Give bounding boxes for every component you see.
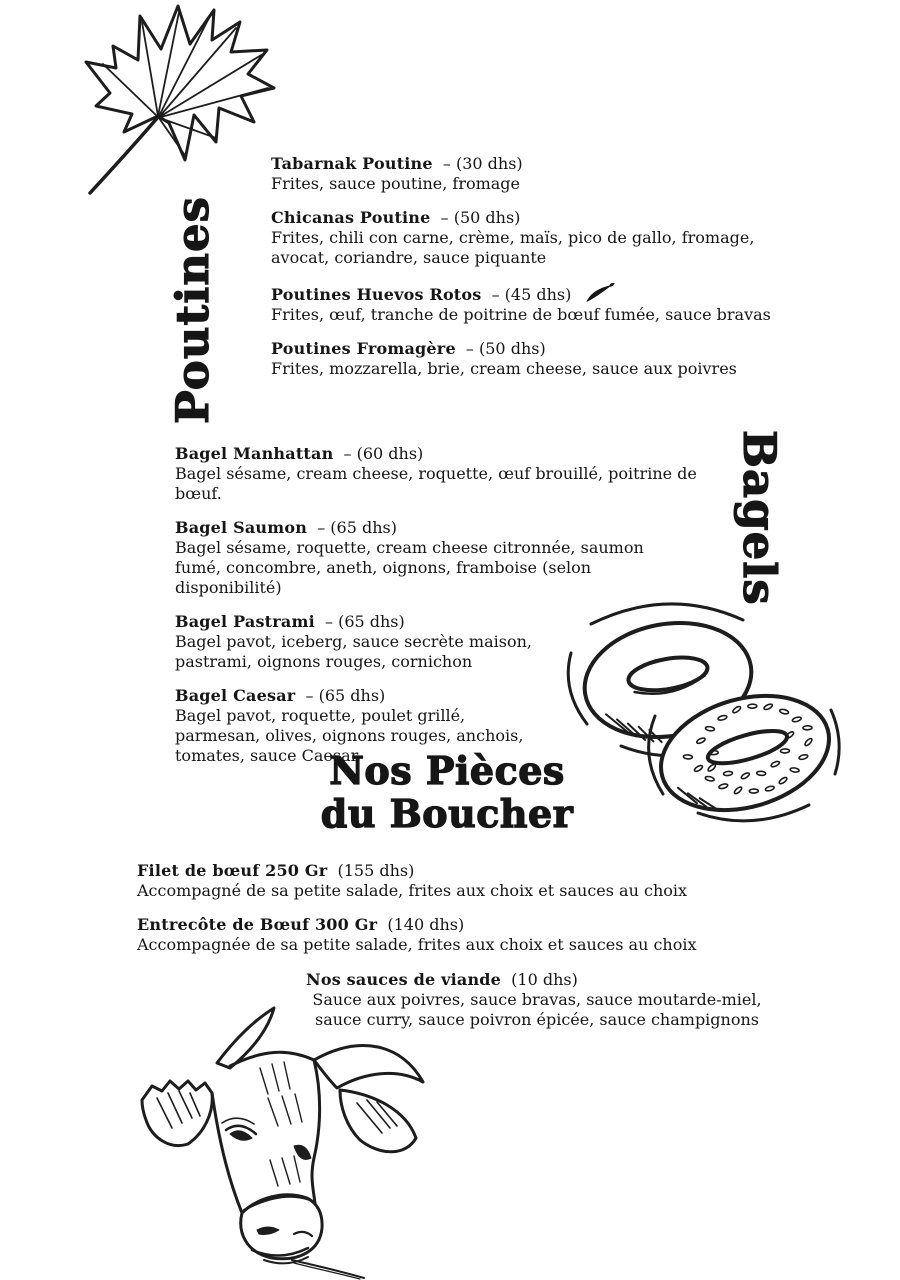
item-name: Entrecôte de Bœuf 300 Gr (137, 915, 378, 934)
menu-item-poutines-huevos-rotos (271, 282, 781, 325)
item-price: – (30 dhs) (442, 154, 523, 173)
boucher-title-line1: Nos Pièces (329, 748, 565, 793)
item-description: Bagel sésame, cream cheese, roquette, œuf brouillé, poitrine de bœuf. (175, 464, 697, 503)
item-price: – (50 dhs) (465, 339, 546, 358)
item-title (137, 915, 717, 935)
boucher-section-title (287, 749, 607, 835)
chili-pepper-icon (584, 282, 618, 304)
poutines-section (271, 154, 781, 393)
item-description: Bagel pavot, roquette, poulet grillé, parmesan, olives, oignons rouges, anchois, tomates, sauce Caesar (175, 706, 524, 765)
item-description: Bagel pavot, iceberg, sauce secrète maison, pastrami, oignons rouges, cornichon (175, 632, 532, 671)
item-name: Nos sauces de viande (306, 970, 502, 989)
item-description: Frites, chili con carne, crème, maïs, pico de gallo, fromage, avocat, coriandre, sauce piquante (271, 228, 755, 267)
item-name: Tabarnak Poutine (271, 154, 433, 173)
section-title-bagels (733, 430, 900, 606)
item-name: Bagel Pastrami (175, 612, 315, 631)
item-name: Bagel Caesar (175, 686, 296, 705)
item-title (271, 282, 781, 305)
boucher-section (137, 861, 717, 969)
item-title (271, 154, 781, 174)
item-price: – (45 dhs) (491, 285, 572, 304)
item-name: Chicanas Poutine (271, 208, 431, 227)
item-price: – (50 dhs) (440, 208, 521, 227)
menu-item-bagel-saumon (175, 518, 725, 598)
item-title (271, 208, 781, 228)
menu-item-filet-de-boeuf (137, 861, 717, 901)
item-title (137, 861, 717, 881)
item-name: Poutines Fromagère (271, 339, 456, 358)
item-price: – (60 dhs) (343, 444, 424, 463)
item-description: Accompagnée de sa petite salade, frites aux choix et sauces au choix (137, 935, 697, 954)
item-price: – (65 dhs) (317, 518, 397, 537)
item-name: Bagel Manhattan (175, 444, 334, 463)
item-price: (140 dhs) (387, 915, 465, 934)
maple-leaf-icon (58, 4, 284, 197)
item-title (175, 518, 725, 538)
menu-item-tabarnak-poutine (271, 154, 781, 194)
item-description: Bagel sésame, roquette, cream cheese citronnée, saumon fumé, concombre, aneth, oignons, framboise (selon disponibilité) (175, 538, 644, 597)
item-name: Filet de bœuf 250 Gr (137, 861, 328, 880)
item-price: – (65 dhs) (324, 612, 405, 631)
item-name: Bagel Saumon (175, 518, 308, 537)
poutines-heading-text: Poutines (166, 196, 219, 424)
item-description: Sauce aux poivres, sauce bravas, sauce moutarde-miel, sauce curry, sauce poivron épicée, sauce champignons (312, 990, 762, 1029)
menu-item-bagel-manhattan (175, 444, 725, 504)
cow-head-icon (122, 998, 437, 1280)
item-title (271, 339, 781, 359)
item-price: (155 dhs) (337, 861, 415, 880)
item-description: Frites, œuf, tranche de poitrine de bœuf fumée, sauce bravas (271, 305, 771, 324)
bagels-heading-text: Bagels (733, 430, 786, 606)
item-description: Frites, mozzarella, brie, cream cheese, sauce aux poivres (271, 359, 737, 378)
menu-item-poutines-fromagere (271, 339, 781, 379)
item-description: Frites, sauce poutine, fromage (271, 174, 521, 193)
item-price: (10 dhs) (511, 970, 578, 989)
item-name: Poutines Huevos Rotos (271, 285, 482, 304)
item-description: Accompagné de sa petite salade, frites aux choix et sauces au choix (137, 881, 688, 900)
menu-item-chicanas-poutine (271, 208, 781, 268)
item-title (175, 444, 725, 464)
item-price: – (65 dhs) (305, 686, 386, 705)
menu-item-entrecote-de-boeuf (137, 915, 717, 955)
item-title (306, 970, 768, 990)
boucher-title-line2: du Boucher (320, 791, 574, 836)
